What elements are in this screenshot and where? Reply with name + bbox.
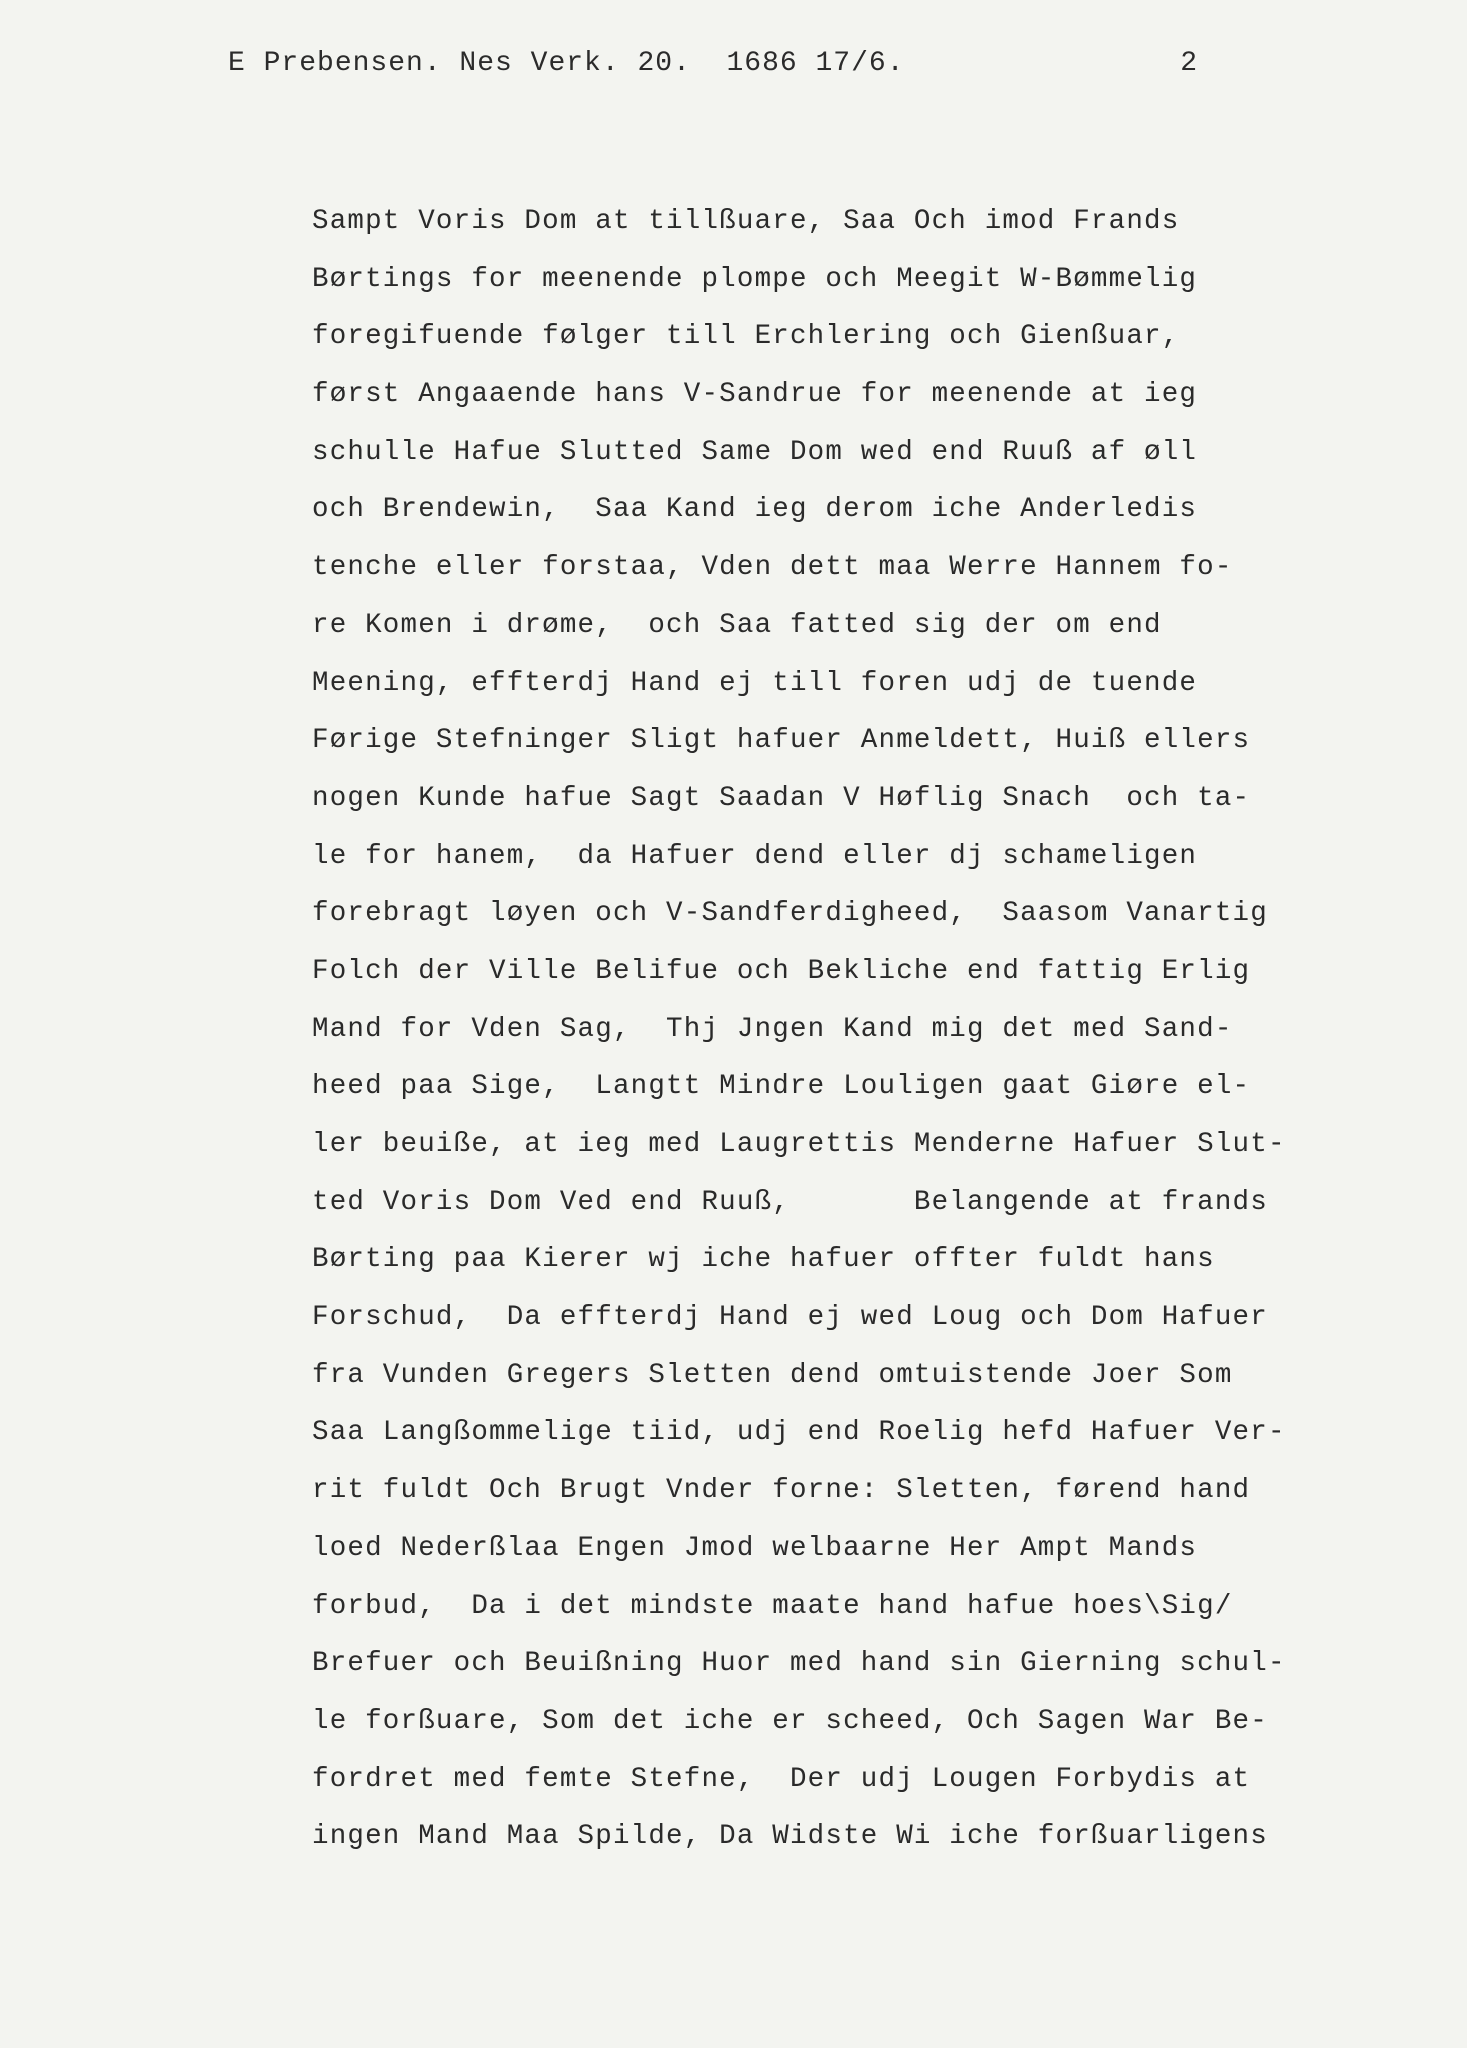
text-line: forebragt løyen och V-Sandferdigheed, Saasom Vanartig bbox=[312, 898, 1268, 930]
text-line: nogen Kunde hafue Sagt Saadan V Høflig Snach och ta- bbox=[312, 782, 1251, 814]
text-line: ted Voris Dom Ved end Ruuß, Belangende at frands bbox=[312, 1186, 1268, 1218]
text-line: fordret med femte Stefne, Der udj Lougen Forbydis at bbox=[312, 1763, 1251, 1795]
text-line: Sampt Voris Dom at tillßuare, Saa Och imod Frands bbox=[312, 206, 1180, 237]
text-line: Meening, effterdj Hand ej till foren udj de tuende bbox=[312, 667, 1198, 699]
page-header bbox=[228, 48, 1198, 88]
text-line: Førige Stefninger Sligt hafuer Anmeldett, Huiß ellers bbox=[312, 725, 1251, 757]
text-line: ler beuiße, at ieg med Laugrettis Menderne Hafuer Slut- bbox=[312, 1129, 1286, 1160]
text-line: rit fuldt Och Brugt Vnder forne: Sletten, førend hand bbox=[312, 1475, 1251, 1507]
text-line: først Angaaende hans V-Sandrue for meenende at ieg bbox=[312, 379, 1198, 411]
header-title: E Prebensen. Nes Verk. 20. 1686 17/6. bbox=[228, 48, 905, 79]
text-line: Saa Langßommelige tiid, udj end Roelig hefd Hafuer Ver- bbox=[312, 1417, 1286, 1449]
text-line: tenche eller forstaa, Vden dett maa Werre Hannem fo- bbox=[312, 552, 1233, 584]
text-line: Forschud, Da effterdj Hand ej wed Loug och Dom Hafuer bbox=[312, 1302, 1268, 1334]
text-line: ingen Mand Maa Spilde, Da Widste Wi iche forßuarligens bbox=[312, 1821, 1268, 1853]
text-line: Mand for Vden Sag, Thj Jngen Kand mig det med Sand- bbox=[312, 1013, 1233, 1045]
text-line: Børting paa Kierer wj iche hafuer offter fuldt hans bbox=[312, 1244, 1215, 1276]
text-line: forbud, Da i det mindste maate hand hafue hoes\Sig/ bbox=[312, 1590, 1233, 1622]
text-line: foregifuende følger till Erchlering och Gienßuar, bbox=[312, 321, 1180, 353]
page-number: 2 bbox=[1180, 48, 1198, 79]
text-line: Folch der Ville Belifue och Bekliche end fattig Erlig bbox=[312, 955, 1251, 987]
text-line: Børtings for meenende plompe och Meegit W-Bømmelig bbox=[312, 263, 1198, 295]
document-body bbox=[312, 202, 1292, 1875]
text-line: le for hanem, da Hafuer dend eller dj schameligen bbox=[312, 840, 1198, 872]
text-line: re Komen i drøme, och Saa fatted sig der om end bbox=[312, 609, 1162, 641]
text-line: och Brendewin, Saa Kand ieg derom iche Anderledis bbox=[312, 494, 1198, 526]
text-line: heed paa Sige, Langtt Mindre Louligen gaat Giøre el- bbox=[312, 1071, 1251, 1103]
text-line: Brefuer och Beuißning Huor med hand sin Gierning schul- bbox=[312, 1648, 1286, 1680]
text-line: le forßuare, Som det iche er scheed, Och Sagen War Be- bbox=[312, 1705, 1268, 1737]
text-line: fra Vunden Gregers Sletten dend omtuistende Joer Som bbox=[312, 1359, 1233, 1391]
text-line: loed Nederßlaa Engen Jmod welbaarne Her Ampt Mands bbox=[312, 1532, 1198, 1564]
text-line: schulle Hafue Slutted Same Dom wed end Ruuß af øll bbox=[312, 436, 1198, 468]
